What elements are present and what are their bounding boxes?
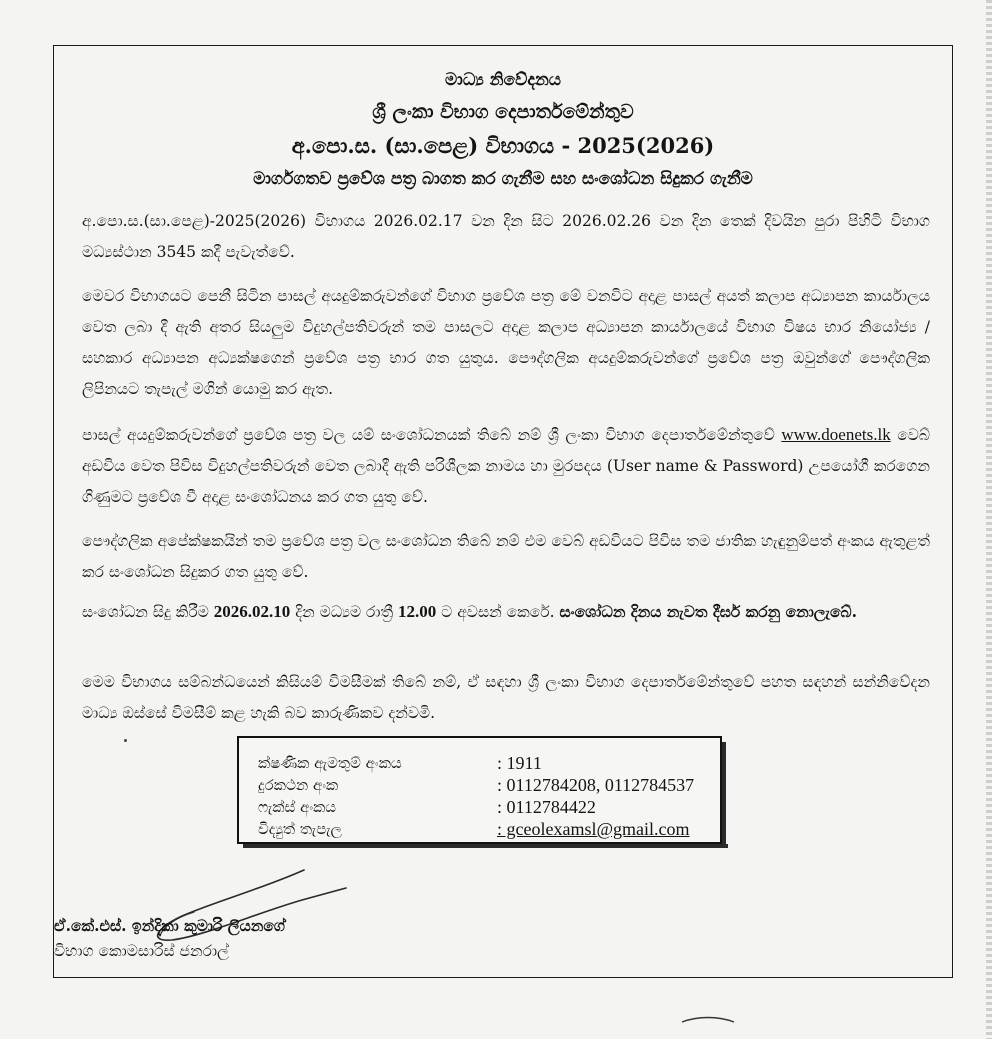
doenets-link[interactable]: www.doenets.lk bbox=[781, 425, 891, 444]
fax-number: : 0112784422 bbox=[497, 797, 596, 817]
paragraph-exam-dates: අ.පො.ස.(සා.පෙළ)-2025(2026) විභාගය 2026.02.17 වන දින සිට 2026.02.26 වන දින තෙක් දිවයින පුරා පිහිටි විභාග මධ්‍යස්ථාන 3545 කදී පැවැත්වේ. bbox=[82, 212, 930, 261]
paragraph-inquiries: මෙම විභාගය සම්බන්ධයෙන් කිසියම් විමසීමක් තිබේ නම්, ඒ සඳහා ශ්‍රී ලංකා විභාග දෙපාර්තමේන්තුවේ පහත සඳහන් සන්නිවේදන මාධ්‍ය ඔස්සේ විමසීම් කළ හැකි බව කාරුණිකව දන්වමි. bbox=[82, 673, 930, 722]
contact-label: විද්‍යුත් තැපැල bbox=[258, 820, 342, 838]
header-exam-title: අ.පො.ස. (සා.පෙළ) විභාගය - 2025(2026) bbox=[291, 133, 715, 158]
email-address[interactable]: : gceolexamsl@gmail.com bbox=[497, 819, 690, 839]
deadline-text-1: සංශෝධන සිදු කිරීම bbox=[82, 603, 214, 621]
contact-label: ක්ෂණික ඇමතුම් අංකය bbox=[258, 754, 402, 772]
contact-box bbox=[237, 736, 722, 844]
signer-title: විභාග කොමසාරිස් ජනරාල් bbox=[54, 942, 229, 960]
deadline-time: 12.00 bbox=[398, 602, 437, 621]
contact-label: ෆැක්ස් අංකය bbox=[258, 798, 337, 816]
header-department: ශ්‍රී ලංකා විභාග දෙපාර්තමේන්තුව bbox=[372, 101, 634, 123]
header-media-release: මාධ්‍ය නිවේදනය bbox=[445, 70, 561, 90]
deadline-text-2: දින මධ්‍යම රාත්‍රී bbox=[290, 603, 398, 621]
contact-label: දුරකථන අංක bbox=[258, 776, 339, 794]
paragraph-school-corrections bbox=[82, 419, 930, 513]
paragraph-admission-cards: මෙවර විභාගයට පෙනී සිටින පාසල් අයදුම්කරුවන්ගේ විභාග ප්‍රවේශ පත්‍ර මේ වනවිට අදාළ පාසල් අයත් කලාප අධ්‍යාපන කාර්යාලය වෙත ලබා දී ඇති අතර සියලුම විදුහල්පතිවරුන් තම පාසලට අදාළ කලාප අධ්‍යාපන කාර්යාලයේ විභාග විෂය භාර නියෝජ්‍ය / සහකාර අධ්‍යාපන අධ්‍යක්ෂගෙන් ප්‍රවේශ පත්‍ර භාර ගත යුතුය. පෞද්ගලික අයදුම්කරුවන්ගේ ප්‍රවේශ පත්‍ර ඔවුන්ගේ පෞද්ගලික ලිපිනයට තැපැල් මගින් යොමු කර ඇත. bbox=[82, 287, 930, 398]
scan-edge bbox=[986, 0, 992, 1039]
signer-name: ඒ.කේ.එස්. ඉන්දිකා කුමාරි ලියනගේ bbox=[54, 916, 285, 935]
contact-row-fax bbox=[258, 796, 718, 818]
contact-row-phone bbox=[258, 774, 718, 796]
paragraph3-text-before: පාසල් අයදුම්කරුවන්ගේ ප්‍රවේශ පත්‍ර වල යම් සංශෝධනයක් තිබේ නම් ශ්‍රී ලංකා විභාග දෙපාර්තමේන්තුවේ bbox=[82, 426, 782, 444]
scan-speck bbox=[124, 739, 127, 742]
paragraph-deadline bbox=[82, 596, 930, 628]
contact-row-email bbox=[258, 818, 718, 840]
deadline-text-3: ට අවසන් කෙරේ. bbox=[436, 603, 560, 621]
paragraph3-text-after: වෙබ් අඩවිය වෙත පිවිස විදුහල්පතිවරුන් වෙත ලබාදී ඇති පරිශීලක නාමය හා මුරපදය (User name & Password) උපයෝගී කරගෙන ගිණුමට ප්‍රවේශ වී අදාළ සංශෝධනය කර ගත යුතු වේ. bbox=[82, 426, 930, 506]
contact-row-hotline bbox=[258, 752, 718, 774]
hotline-number: : 1911 bbox=[497, 753, 542, 773]
notice-header bbox=[54, 64, 952, 195]
deadline-no-extension: සංශෝධන දිනය නැවත දීර්ඝ කරනු නොලැබේ. bbox=[559, 602, 857, 621]
paragraph-private-corrections: පෞද්ගලික අපේක්ෂකයින් තම ප්‍රවේශ පත්‍ර වල සංශෝධන තිබේ නම් එම වෙබ් අඩවියට පිවිස තම ජාතික හැඳුනුම්පත් අංකය ඇතුළත් කර සංශෝධන සිදුකර ගත යුතු වේ. bbox=[82, 532, 930, 581]
notice-frame bbox=[53, 45, 953, 978]
scan-mark-icon bbox=[678, 1014, 738, 1026]
phone-numbers: : 0112784208, 0112784537 bbox=[497, 775, 695, 795]
header-subject: මාර්ගගතව ප්‍රවේශ පත්‍ර බාගත කර ගැනීම සහ සංශෝධන සිදුකර ගැනීම bbox=[253, 169, 753, 189]
deadline-date: 2026.02.10 bbox=[213, 602, 291, 621]
